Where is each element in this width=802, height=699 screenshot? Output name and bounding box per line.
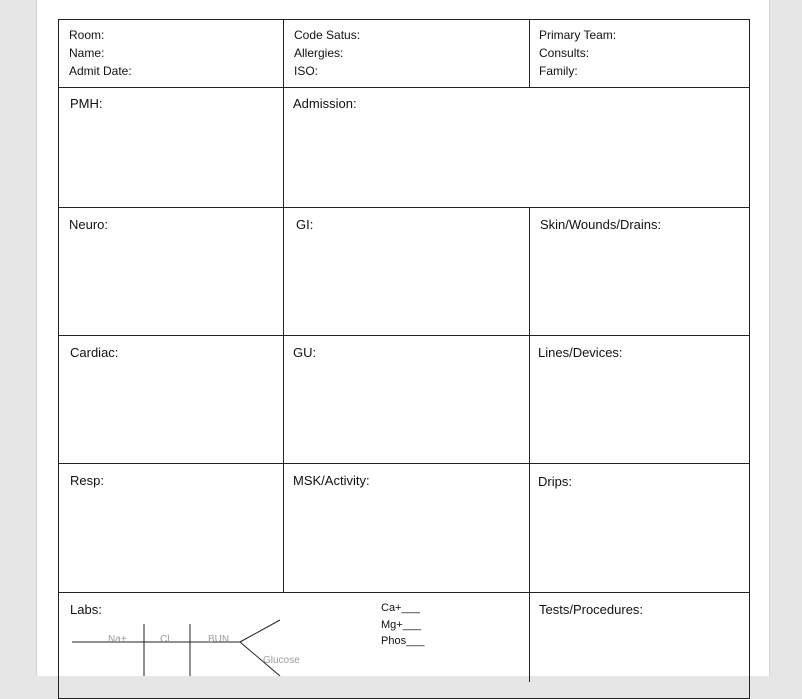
chloride-label: Cl — [160, 634, 170, 645]
phosphorus-field: Phos___ — [381, 635, 425, 647]
grid-line — [58, 592, 750, 593]
name-label: Name: — [69, 46, 105, 60]
code-status-label: Code Satus: — [294, 28, 361, 42]
admission-section-label: Admission: — [293, 96, 357, 111]
grid-line — [58, 207, 750, 208]
grid-line — [283, 19, 284, 88]
grid-line — [529, 19, 530, 88]
msk-activity-section-label: MSK/Activity: — [293, 473, 370, 488]
grid-line — [58, 87, 750, 88]
skin-wounds-drains-section-label: Skin/Wounds/Drains: — [540, 217, 662, 232]
consults-label: Consults: — [539, 46, 590, 60]
sodium-label: Na+ — [108, 634, 127, 645]
grid-line — [58, 335, 750, 336]
gi-section-label: GI: — [296, 217, 314, 232]
magnesium-field: Mg+___ — [381, 619, 422, 631]
tests-procedures-section-label: Tests/Procedures: — [539, 602, 644, 617]
primary-team-label: Primary Team: — [539, 28, 617, 42]
admit-date-label: Admit Date: — [69, 64, 132, 78]
allergies-label: Allergies: — [294, 46, 344, 60]
cardiac-section-label: Cardiac: — [70, 345, 119, 360]
lines-devices-section-label: Lines/Devices: — [538, 345, 623, 360]
drips-section-label: Drips: — [538, 474, 572, 489]
gu-section-label: GU: — [293, 345, 317, 360]
fishbone-branch — [240, 620, 280, 642]
grid-line — [529, 207, 530, 593]
glucose-label: Glucose — [263, 655, 300, 666]
labs-section-label: Labs: — [70, 602, 102, 617]
grid-line — [58, 463, 750, 464]
calcium-field: Ca+___ — [381, 602, 420, 614]
room-label: Room: — [69, 28, 105, 42]
report-grid — [58, 19, 750, 699]
grid-line — [529, 592, 530, 682]
grid-line — [283, 87, 284, 593]
iso-label: ISO: — [294, 64, 319, 78]
family-label: Family: — [539, 64, 578, 78]
resp-section-label: Resp: — [70, 473, 104, 488]
neuro-section-label: Neuro: — [69, 217, 109, 232]
bun-label: BUN — [208, 634, 230, 645]
pmh-section-label: PMH: — [70, 96, 103, 111]
